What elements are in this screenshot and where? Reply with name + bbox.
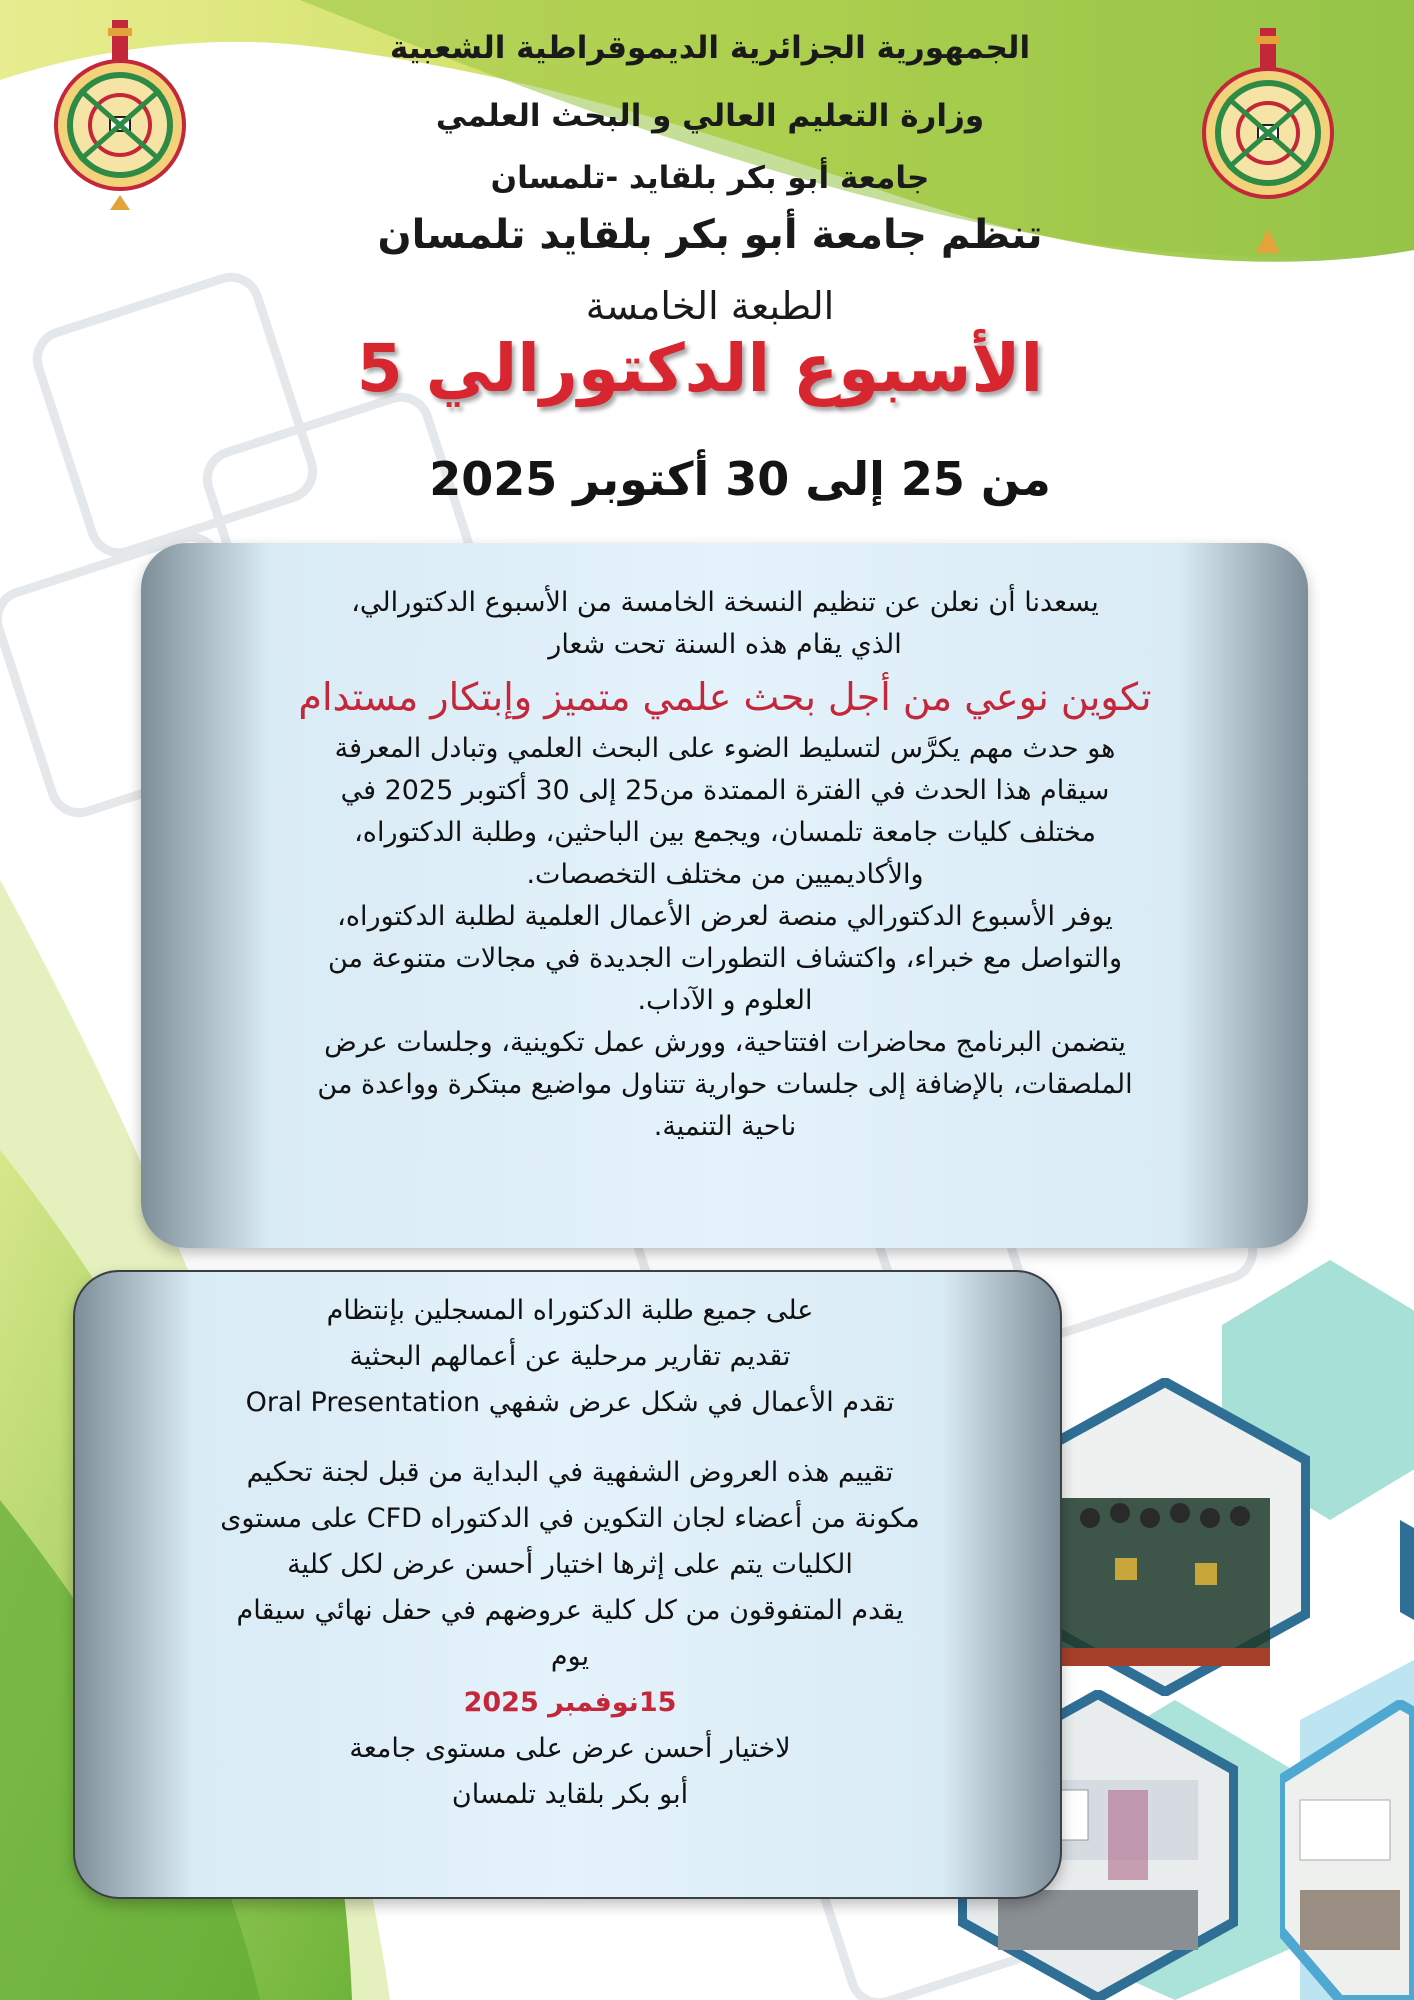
intro-line: والأكاديميين من مختلف التخصصات. — [526, 859, 924, 890]
intro-line: يسعدنا أن نعلن عن تنظيم النسخة الخامسة من الأسبوع الدكتورالي، — [351, 587, 1099, 618]
edition-line: الطبعة الخامسة — [585, 284, 835, 328]
event-title: الأسبوع الدكتورالي 5 — [356, 330, 1044, 407]
requirement-line: تقدم الأعمال في شكل عرض شفهي Oral Presentation — [245, 1387, 895, 1418]
university-logo-right — [1200, 28, 1336, 253]
requirements-text — [110, 1288, 1030, 1426]
evaluation-text — [110, 1450, 1030, 1818]
intro-line: يتضمن البرنامج محاضرات افتتاحية، وورش عمل تكوينية، وجلسات عرض — [324, 1027, 1126, 1058]
lecture-photo-hexagon — [1280, 1700, 1414, 2000]
final-ceremony-date: 15نوفمبر 2025 — [463, 1687, 677, 1718]
university-name: جامعة أبو بكر بلقايد -تلمسان — [490, 160, 930, 196]
evaluation-line: لاختيار أحسن عرض على مستوى جامعة — [349, 1733, 791, 1764]
organizer-line: تنظم جامعة أبو بكر بلقايد تلمسان — [377, 212, 1043, 258]
evaluation-line: الكليات يتم على إثرها اختيار أحسن عرض لكل كلية — [287, 1549, 853, 1580]
evaluation-line: مكونة من أعضاء لجان التكوين في الدكتوراه CFD على مستوى — [220, 1503, 920, 1534]
intro-line: الذي يقام هذه السنة تحت شعار — [548, 629, 902, 660]
republic-name: الجمهورية الجزائرية الديموقراطية الشعبية — [389, 30, 1031, 66]
intro-line: ناحية التنمية. — [653, 1111, 797, 1142]
ceremony-photo-hexagon — [1020, 1378, 1310, 1696]
intro-line: مختلف كليات جامعة تلمسان، ويجمع بين الباحثين، وطلبة الدكتوراه، — [354, 817, 1096, 848]
intro-line: هو حدث مهم يكرَّس لتسليط الضوء على البحث العلمي وتبادل المعرفة — [334, 733, 1116, 764]
intro-text — [200, 582, 1250, 1148]
university-logo-left — [50, 20, 190, 210]
intro-line: سيقام هذا الحدث في الفترة الممتدة من25 إلى 30 أكتوبر 2025 في — [340, 775, 1110, 806]
intro-line: يوفر الأسبوع الدكتورالي منصة لعرض الأعمال العلمية لطلبة الدكتوراه، — [337, 901, 1113, 932]
event-dates: من 25 إلى 30 أكتوبر 2025 — [429, 452, 1051, 506]
evaluation-line: أبو بكر بلقايد تلمسان — [451, 1779, 689, 1810]
evaluation-line: تقييم هذه العروض الشفهية في البداية من قبل لجنة تحكيم — [246, 1457, 894, 1488]
requirement-line: تقديم تقارير مرحلية عن أعمالهم البحثية — [349, 1341, 791, 1372]
evaluation-line: يوم — [550, 1641, 590, 1672]
event-slogan: تكوين نوعي من أجل بحث علمي متميز وإبتكار مستدام — [298, 675, 1152, 719]
requirement-line: على جميع طلبة الدكتوراه المسجلين بإنتظام — [326, 1295, 814, 1326]
intro-line: العلوم و الآداب. — [637, 985, 813, 1016]
evaluation-line: يقدم المتفوقون من كل كلية عروضهم في حفل نهائي سيقام — [236, 1595, 904, 1626]
ministry-name: وزارة التعليم العالي و البحث العلمي — [435, 98, 985, 134]
intro-line: الملصقات، بالإضافة إلى جلسات حوارية تتناول مواضيع مبتكرة وواعدة من — [317, 1069, 1133, 1100]
intro-line: والتواصل مع خبراء، واكتشاف التطورات الجديدة في مجالات متنوعة من — [327, 943, 1123, 974]
